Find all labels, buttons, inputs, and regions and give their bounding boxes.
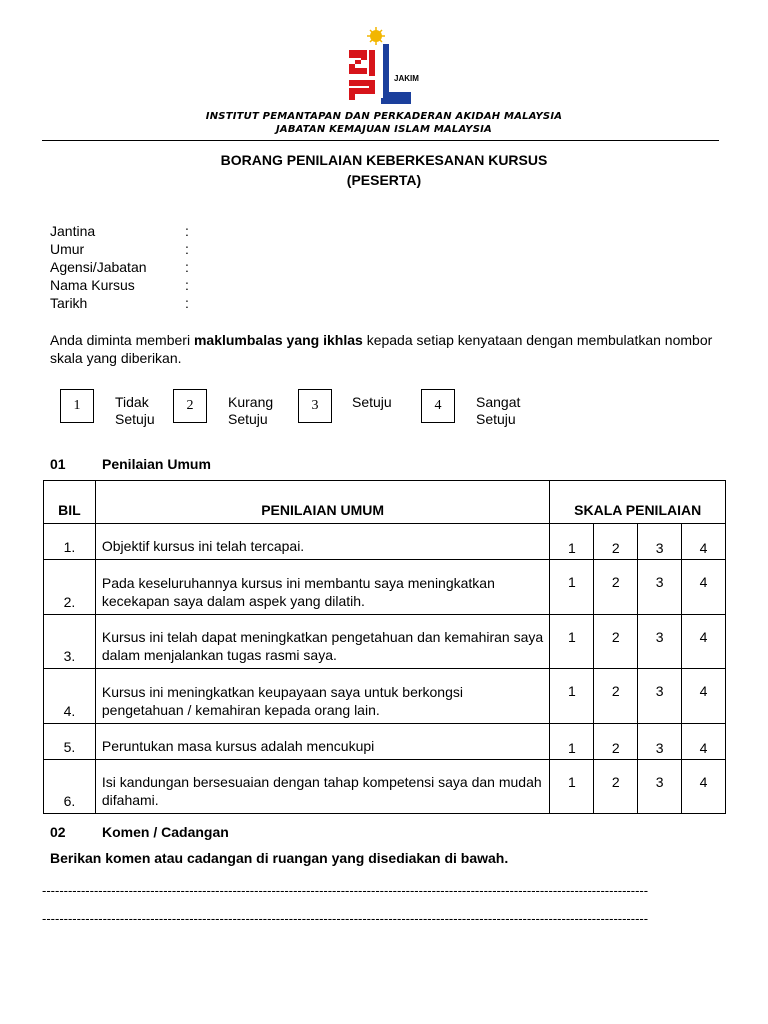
scale-box-4: 4 xyxy=(421,389,455,423)
scale-option-2[interactable]: 2 xyxy=(594,524,638,560)
scale-option-1[interactable]: 1 xyxy=(550,669,594,724)
row-number: 4. xyxy=(44,669,96,724)
row-statement: Pada keseluruhannya kursus ini membantu saya meningkatkan kecekapan saya dalam aspek yang dilatih. xyxy=(95,560,550,615)
field-separator: : xyxy=(185,223,189,239)
table-row xyxy=(44,524,726,560)
scale-option-2[interactable]: 2 xyxy=(594,724,638,760)
scale-option-1[interactable]: 1 xyxy=(550,760,594,814)
scale-box-3: 3 xyxy=(298,389,332,423)
field-separator: : xyxy=(185,241,189,257)
header-penilaian: PENILAIAN UMUM xyxy=(95,481,550,524)
scale-option-4[interactable]: 4 xyxy=(682,760,726,814)
comment-line-1[interactable]: -------------------------------------------------------------------------------------------------------------------------------------------- xyxy=(42,883,649,898)
row-statement: Peruntukan masa kursus adalah mencukupi xyxy=(95,724,550,760)
section-number-01: 01 xyxy=(50,456,66,472)
field-label-tarikh: Tarikh xyxy=(50,295,88,311)
row-statement: Kursus ini meningkatkan keupayaan saya untuk berkongsi pengetahuan / kemahiran kepada orang lain. xyxy=(95,669,550,724)
scale-option-1[interactable]: 1 xyxy=(550,724,594,760)
scale-option-3[interactable]: 3 xyxy=(638,669,682,724)
scale-option-2[interactable]: 2 xyxy=(594,669,638,724)
row-number: 5. xyxy=(44,724,96,760)
form-subtitle: (PESERTA) xyxy=(346,172,422,188)
scale-option-1[interactable]: 1 xyxy=(550,615,594,669)
scale-label-1: Tidak Setuju xyxy=(115,394,155,427)
field-label-jantina: Jantina xyxy=(50,223,96,239)
form-title: BORANG PENILAIAN KEBERKESANAN KURSUS xyxy=(220,152,548,168)
header-divider xyxy=(42,140,719,141)
scale-option-4[interactable]: 4 xyxy=(682,615,726,669)
scale-option-3[interactable]: 3 xyxy=(638,615,682,669)
scale-option-4[interactable]: 4 xyxy=(682,524,726,560)
scale-box-2: 2 xyxy=(173,389,207,423)
field-label-nama-kursus: Nama Kursus xyxy=(50,277,135,293)
svg-text:JAKIM: JAKIM xyxy=(394,74,419,83)
scale-label-3: Setuju xyxy=(352,394,392,410)
field-separator: : xyxy=(185,259,189,275)
scale-option-2[interactable]: 2 xyxy=(594,615,638,669)
scale-label-4: Sangat Setuju xyxy=(476,394,521,427)
scale-option-1[interactable]: 1 xyxy=(550,560,594,615)
header-bil: BIL xyxy=(44,481,96,524)
table-row xyxy=(44,560,726,615)
table-header-row xyxy=(44,481,726,524)
table-row xyxy=(44,724,726,760)
row-number: 3. xyxy=(44,615,96,669)
department-name: JABATAN KEMAJUAN ISLAM MALAYSIA xyxy=(276,124,492,135)
row-statement: Kursus ini telah dapat meningkatkan pengetahuan dan kemahiran saya dalam menjalankan tugas rasmi saya. xyxy=(95,615,550,669)
scale-option-3[interactable]: 3 xyxy=(638,724,682,760)
scale-box-1: 1 xyxy=(60,389,94,423)
comment-instruction: Berikan komen atau cadangan di ruangan yang disediakan di bawah. xyxy=(50,850,509,866)
table-row xyxy=(44,760,726,814)
table-row xyxy=(44,669,726,724)
jakim-logo xyxy=(343,26,419,106)
scale-label-2: Kurang Setuju xyxy=(228,394,274,427)
scale-option-2[interactable]: 2 xyxy=(594,760,638,814)
scale-option-4[interactable]: 4 xyxy=(682,560,726,615)
scale-option-3[interactable]: 3 xyxy=(638,524,682,560)
row-number: 6. xyxy=(44,760,96,814)
field-label-agensi: Agensi/Jabatan xyxy=(50,259,147,275)
field-label-umur: Umur xyxy=(50,241,85,257)
field-separator: : xyxy=(185,277,189,293)
row-statement: Isi kandungan bersesuaian dengan tahap kompetensi saya dan mudah difahami. xyxy=(95,760,550,814)
institute-name: INSTITUT PEMANTAPAN DAN PERKADERAN AKIDAH MALAYSIA xyxy=(205,111,563,122)
row-number: 1. xyxy=(44,524,96,560)
scale-option-3[interactable]: 3 xyxy=(638,760,682,814)
comment-line-2[interactable]: -------------------------------------------------------------------------------------------------------------------------------------------- xyxy=(42,911,649,926)
row-number: 2. xyxy=(44,560,96,615)
scale-option-2[interactable]: 2 xyxy=(594,560,638,615)
section-title-penilaian: Penilaian Umum xyxy=(102,456,211,472)
scale-option-1[interactable]: 1 xyxy=(550,524,594,560)
row-statement: Objektif kursus ini telah tercapai. xyxy=(95,524,550,560)
instruction-text: Anda diminta memberi maklumbalas yang ikhlas kepada setiap kenyataan dengan membulatkan nombor skala yang diberikan. xyxy=(50,332,713,366)
table-row xyxy=(44,615,726,669)
scale-option-4[interactable]: 4 xyxy=(682,724,726,760)
section-title-komen: Komen / Cadangan xyxy=(102,824,229,840)
field-separator: : xyxy=(185,295,189,311)
header-skala: SKALA PENILAIAN xyxy=(550,481,726,524)
section-number-02: 02 xyxy=(50,824,66,840)
scale-option-4[interactable]: 4 xyxy=(682,669,726,724)
evaluation-table xyxy=(43,480,726,814)
scale-option-3[interactable]: 3 xyxy=(638,560,682,615)
